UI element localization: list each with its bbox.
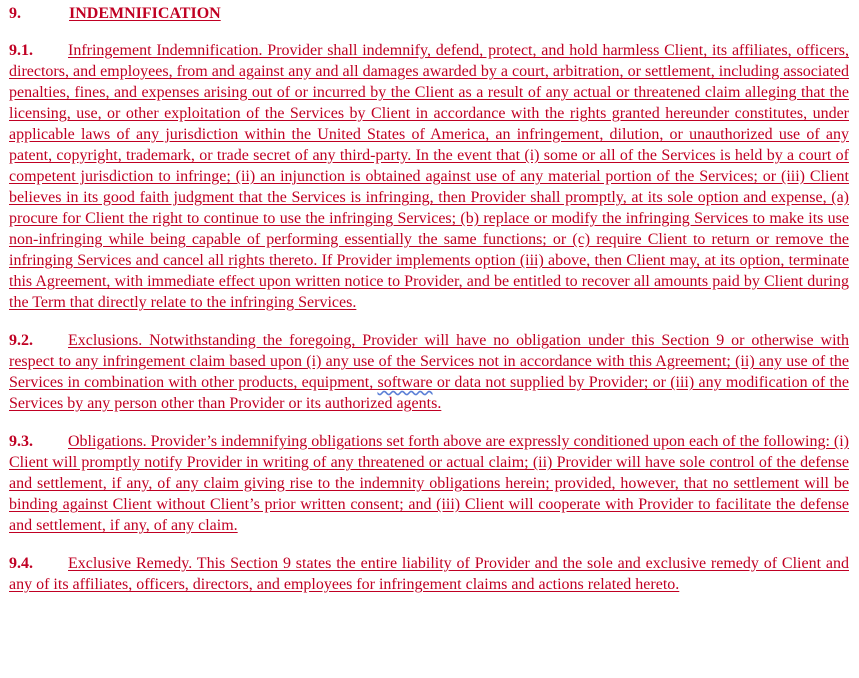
clause-9-1: [9, 40, 849, 313]
clause-number: 9.3.: [9, 433, 33, 450]
clause-body: Infringement Indemnification. Provider shall indemnify, defend, protect, and hold harmless Client, its affiliates, officers, directors, and employees, from and against any and all damages awarded by a court, arbitration, or settlement, including associated penalties, fines, and expenses arising out of or incurred by the Client as a result of any actual or threatened claim alleging that the licensing, use, or other exploitation of the Services by Client in accordance with the rights granted hereunder constitutes, under applicable laws of any jurisdiction within the United States of America, an infringement, dilution, or unauthorized use of any patent, copyright, trademark, or trade secret of any third-party. In the event that (i) some or all of the Services is held by a court of competent jurisdiction to infringe; (ii) an injunction is obtained against use of any material portion of the Services; or (iii) Client believes in its good faith judgment that the Services is infringing, then Provider shall promptly, at its sole option and expense, (a) procure for Client the right to continue to use the infringing Services; (b) replace or modify the infringing Services to make its use non-infringing while being capable of performing essentially the same functions; or (c) require Client to return or remove the infringing Services and cancel all rights thereto. If Provider implements option (iii) above, then Client may, at its option, terminate this Agreement, with immediate effect upon written notice to Provider, and be entitled to recover all amounts paid by Client during the Term that directly relate to the infringing Services.: [9, 42, 849, 311]
clause-body: Obligations. Provider’s indemnifying obligations set forth above are expressly conditioned upon each of the following: (i) Client will promptly notify Provider in writing of any threatened or actual claim; (ii) Provider will have sole control of the defense and settlement, if any, of any claim giving rise to the indemnity obligations herein; provided, however, that no settlement will be binding against Client without Client’s prior written consent; and (iii) Client will cooperate with Provider to facilitate the defense and settlement, if any, of any claim.: [9, 433, 849, 534]
clause-number: 9.1.: [9, 42, 33, 59]
clause-9-2: [9, 330, 849, 414]
clause-9-4: [9, 553, 849, 595]
spellcheck-flagged-word[interactable]: software: [377, 374, 433, 391]
document-page: [9, 3, 849, 612]
clause-body: Exclusive Remedy. This Section 9 states the entire liability of Provider and the sole and exclusive remedy of Client and any of its affiliates, officers, directors, and employees for infringement claims and actions related hereto.: [9, 555, 849, 593]
clause-number: 9.4.: [9, 555, 33, 572]
section-heading: [9, 3, 849, 24]
clause-body-part: or data not supplied by Provider; or (iii) any modification of the Services by any person other than Provider or its authorized agents.: [9, 374, 850, 412]
section-number: 9.: [9, 5, 21, 22]
clause-9-3: [9, 431, 849, 536]
clause-body-part: Exclusions. Notwithstanding the foregoing, Provider will have no obligation under this Section 9 or otherwise with respect to any infringement claim based upon (i) any use of the Services not in accordance with this Agreement; (ii) any use of the Services in combination with other products, equipment,: [9, 332, 849, 391]
clause-number: 9.2.: [9, 332, 33, 349]
section-title: INDEMNIFICATION: [69, 5, 221, 22]
